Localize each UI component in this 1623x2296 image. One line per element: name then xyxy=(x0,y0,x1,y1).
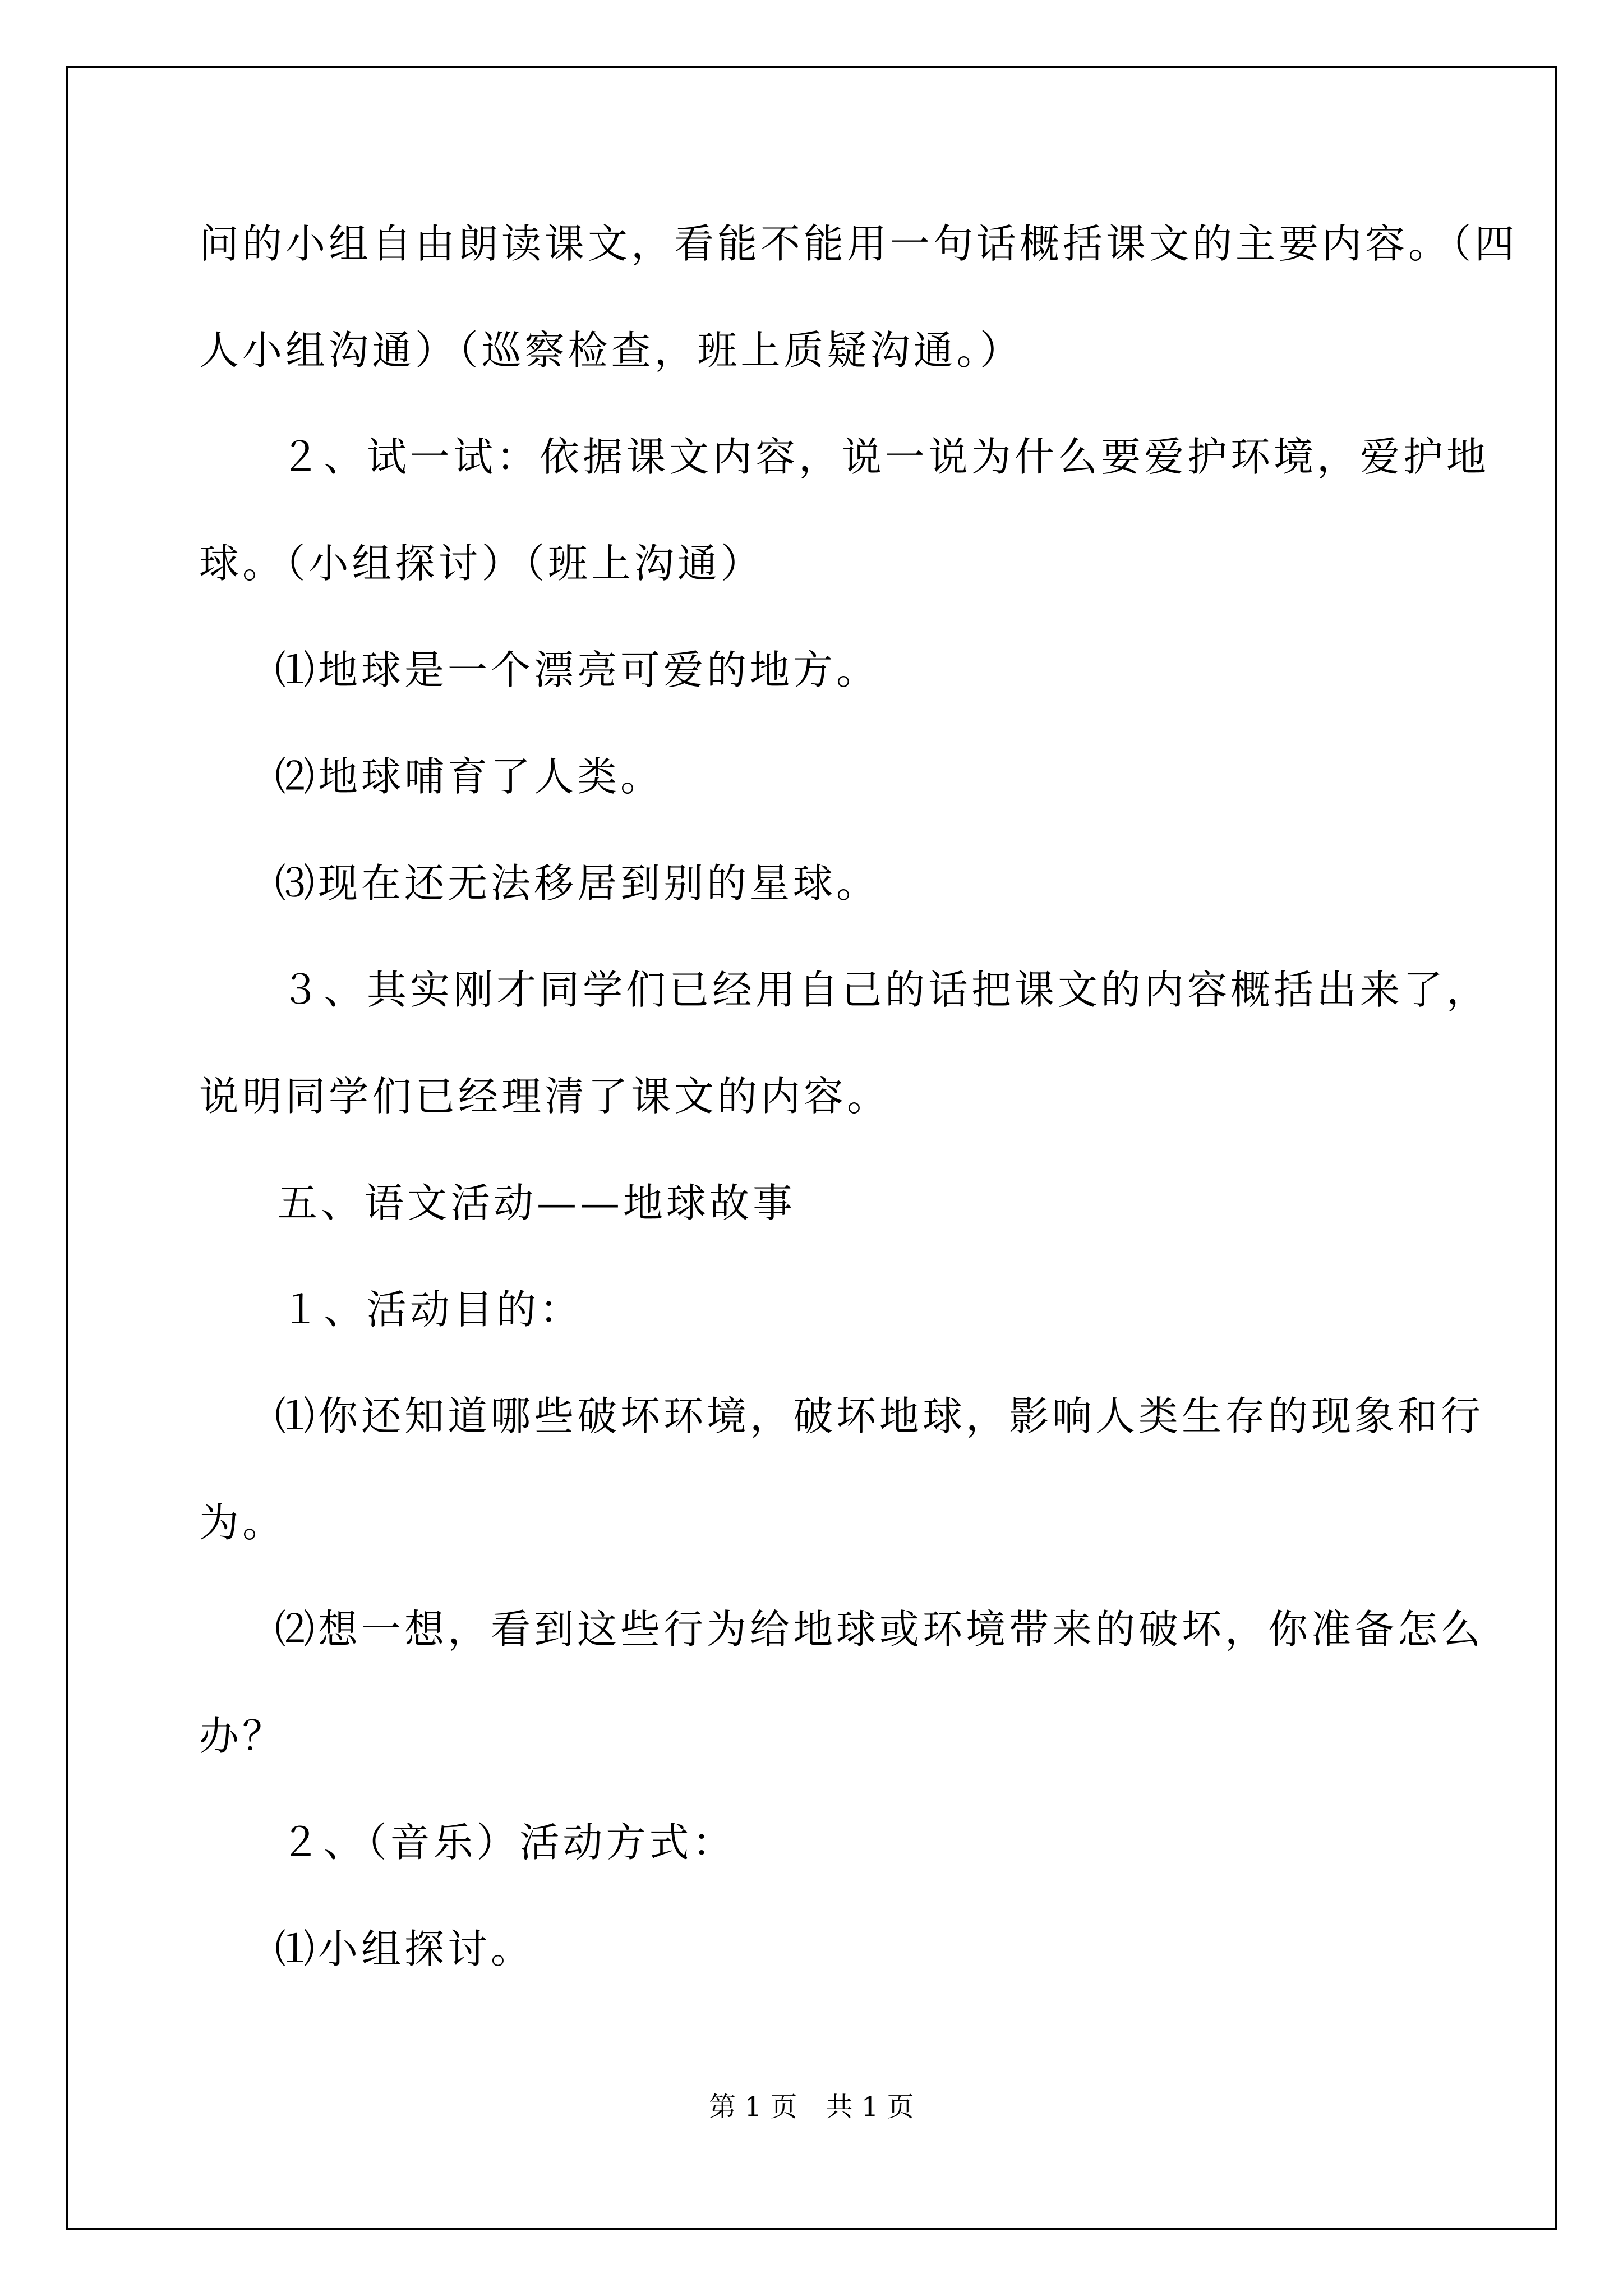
body-line-9: 说明同学们已经理清了课文的内容。 xyxy=(199,1073,891,1120)
page-number-total: 共 1 页 xyxy=(826,2091,914,2123)
body-line-5: ⑴地球是一个漂亮可爱的地方。 xyxy=(275,647,880,693)
body-line-14: ⑵想一想，看到这些行为给地球或环境带来的破坏，你准备怎么 xyxy=(275,1606,1484,1653)
page-border xyxy=(66,66,1557,2230)
body-line-4: 球。（小组探讨）（班上沟通） xyxy=(199,540,764,587)
page-footer xyxy=(0,2090,1623,2124)
body-line-15: 办？ xyxy=(199,1713,286,1759)
body-line-17: ⑴小组探讨。 xyxy=(275,1926,534,1972)
body-line-16: ２、（音乐）活动方式： xyxy=(280,1819,736,1866)
body-line-7: ⑶现在还无法移居到别的星球。 xyxy=(275,860,880,907)
page-number-current: 第 1 页 xyxy=(709,2091,797,2123)
section-heading-5: 五、语文活动——地球故事 xyxy=(278,1180,796,1226)
body-line-3: ２、试一试：依据课文内容，说一说为什么要爱护环境，爱护地 xyxy=(280,434,1490,480)
body-line-13: 为。 xyxy=(199,1499,286,1546)
body-line-6: ⑵地球哺育了人类。 xyxy=(275,753,664,800)
body-line-2: 人小组沟通）（巡察检查，班上质疑沟通。） xyxy=(199,327,1023,374)
body-line-12: ⑴你还知道哪些破坏环境，破坏地球，影响人类生存的现象和行 xyxy=(275,1393,1484,1439)
body-line-11: １、活动目的： xyxy=(280,1286,583,1333)
body-line-1: 问的小组自由朗读课文，看能不能用一句话概括课文的主要内容。（四 xyxy=(199,220,1518,267)
body-line-8: ３、其实刚才同学们已经用自己的话把课文的内容概括出来了， xyxy=(280,967,1490,1013)
